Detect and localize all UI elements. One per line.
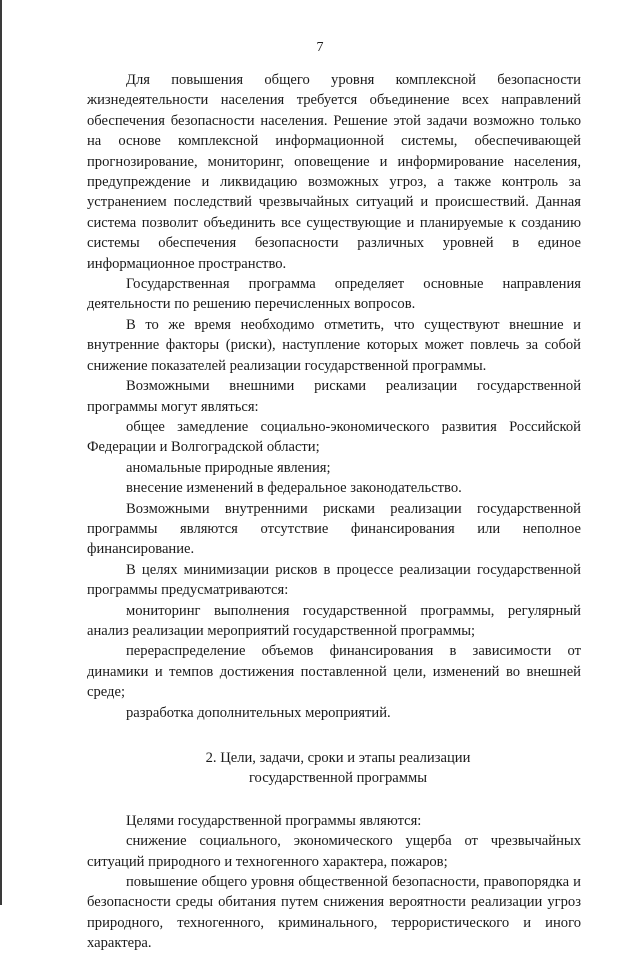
section-heading-line: 2. Цели, задачи, сроки и этапы реализации [205,750,471,766]
list-item: снижение социального, экономического ущерба от чрезвычайных ситуаций природного и техногенного характера, пожаров; [87,833,581,870]
paragraph: Для повышения общего уровня комплексной безопасности жизнедеятельности населения требуется объединение всех направлений обеспечения безопасности населения. Решение этой задачи возможно только на основе комплексной информационной системы, обеспечивающей прогнозирование, мониторинг, оповещение и информирование населения, предупреждение и ликвидацию возможных угроз, а также контроль за устранением последствий чрезвычайных ситуаций и происшествий. Данная система позволит объединить все существующие и планируемые к созданию системы обеспечения безопасности различных уровней в единое информационное пространство. [87,72,581,272]
list-item: мониторинг выполнения государственной программы, регулярный анализ реализации мероприятий государственной программы; [87,602,581,639]
list-item: перераспределение объемов финансирования в зависимости от динамики и темпов достижения поставленной цели, изменений во внешней среде; [87,643,581,701]
paragraph: В целях минимизации рисков в процессе реализации государственной программы предусматриваются: [87,561,581,599]
list-item: разработка дополнительных мероприятий. [126,704,391,721]
list-item: общее замедление социально-экономического развития Российской Федерации и Волгоградской области; [87,418,581,456]
section-heading-line: государственной программы [248,770,428,787]
list-item: внесение изменений в федеральное законодательство. [126,480,462,497]
paragraph: Возможными внутренними рисками реализации государственной программы являются отсутствие финансирования или неполное финансирование. [87,500,581,558]
paragraph: Возможными внешними рисками реализации государственной программы могут являться: [87,378,581,415]
document-body [87,70,581,954]
paragraph: Целями государственной программы являются: [126,812,422,829]
scan-left-edge [0,0,2,905]
paragraph: Государственная программа определяет основные направления деятельности по решению перечисленных вопросов. [87,276,581,313]
section-heading [87,748,581,789]
list-item: аномальные природные явления; [126,459,331,476]
list-item: повышение общего уровня общественной безопасности, правопорядка и безопасности среды обитания путем снижения вероятности реализации угроз природного, техногенного, криминального, террористического и иного характера. [87,874,581,952]
page-number: 7 [316,40,324,55]
paragraph: В то же время необходимо отметить, что существуют внешние и внутренние факторы (риски), наступление которых может повлечь за собой снижение показателей реализации государственной программы. [87,316,581,374]
